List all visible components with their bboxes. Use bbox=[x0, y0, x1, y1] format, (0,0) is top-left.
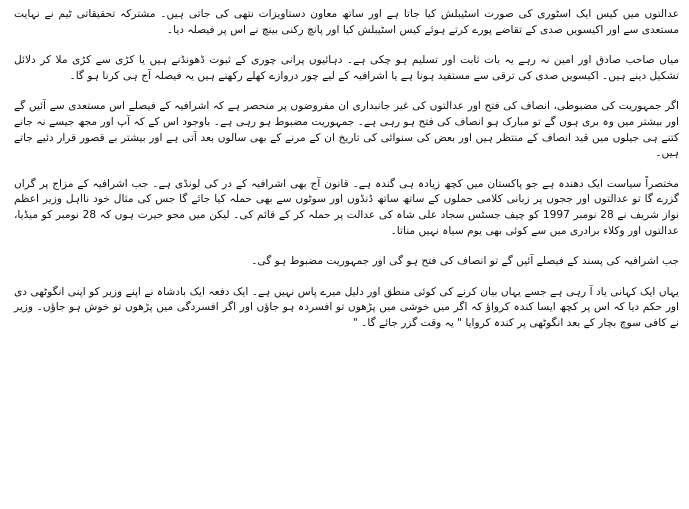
paragraph-1: عدالتوں میں کیس ایک اسٹوری کی صورت اسٹیبلش کیا جاتا ہے اور ساتھ معاون دستاویزات نتھی کی جاتی ہیں۔ مشترکہ تحقیقاتی ٹیم نے نہایت مستعدی سے اور اکیسویں صدی کے تقاضے پورے کرتے ہوئے کیس اسٹیبلش کیا اور پانچ رکنی بینچ نے اس پر فیصلہ دیا۔ bbox=[14, 8, 679, 36]
paragraph-2: میاں صاحب صادق اور امین نہ رہے یہ بات ثابت اور تسلیم ہو چکی ہے۔ دہائیوں پرانی چوری کے ثبوت ڈھونڈنے ہیں یا کڑی سے کڑی ملا کر دلائل تشکیل دینے ہیں۔ اکیسویں صدی کی ترقی سے مستفید ہونا ہے یا اشرافیہ کے لیے چور دروازے کھلے رکھنے ہیں یہ فیصلہ آج ہی کرنا ہو گا۔ bbox=[14, 54, 679, 82]
paragraph-4: مختصراً سیاست ایک دھندہ ہے جو پاکستان میں کچھ زیادہ ہی گندہ ہے۔ قانون آج بھی اشرافیہ کے در کی لونڈی ہے۔ جب اشرافیہ کے مزاج پر گراں گزرے گا تو عدالتوں اور ججوں پر زبانی کلامی حملوں کے ساتھ ساتھ ڈنڈوں اور سوٹوں سے بھی حملہ کیا جائے گا جس کی مثال خود نااہل وزیر اعظم نواز شریف نے 28 نومبر 1997 کو چیف جسٹس سجاد علی شاہ کی عدالت پر حملہ کر کے قائم کی۔ لیکن میں محو حیرت ہوں کہ 28 نومبر کو میڈیا، عدالتوں اور وکلاء برادری میں سے کوئی بھی یوم سیاہ نہیں مناتا۔ bbox=[14, 177, 679, 237]
paragraph-3: اگر جمہوریت کی مضبوطی، انصاف کی فتح اور عدالتوں کی غیر جانبداری ان مفروضوں پر منحصر ہے کہ اشرافیہ کے فیصلے اس مستعدی سے آئیں گے اور بیشتر میں وہ بری ہوں گے تو مبارک ہو انصاف کی فتح ہو رہی ہے۔ جمہوریت مضبوط ہو رہی ہے۔ باوجود اس کے کہ آپ اور مجھ جیسے نہ جانے کتنے ہی جیلوں میں قید انصاف کے منتظر ہیں اور بعض کی سنوائی کی تاریخ ان کے مرنے کے بھی سالوں بعد آتی ہے اور بیشتر بے قصور قرار دئیے جاتے ہیں۔ bbox=[14, 100, 679, 160]
paragraph-5: جب اشرافیہ کی پسند کے فیصلے آئیں گے تو انصاف کی فتح ہو گی اور جمہوریت مضبوط ہو گی۔ bbox=[251, 255, 679, 268]
paragraph-6: یہاں ایک کہانی یاد آ رہی ہے جسے یہاں بیان کرنے کی کوئی منطق اور دلیل میرے پاس نہیں ہے۔ ایک دفعہ ایک بادشاہ نے اپنے وزیر کو اپنی انگوٹھی دی اور حکم دیا کہ اس پر کچھ ایسا کندہ کرواؤ کہ اگر میں خوشی میں پڑھوں تو افسردہ ہو جاؤں اور اگر افسردگی میں پڑھوں تو خوش ہو جاؤں۔ وزیر نے کافی سوچ بچار کے بعد انگوٹھی پر کندہ کروایا " یہ وقت گزر جائے گا۔ " bbox=[14, 285, 679, 329]
